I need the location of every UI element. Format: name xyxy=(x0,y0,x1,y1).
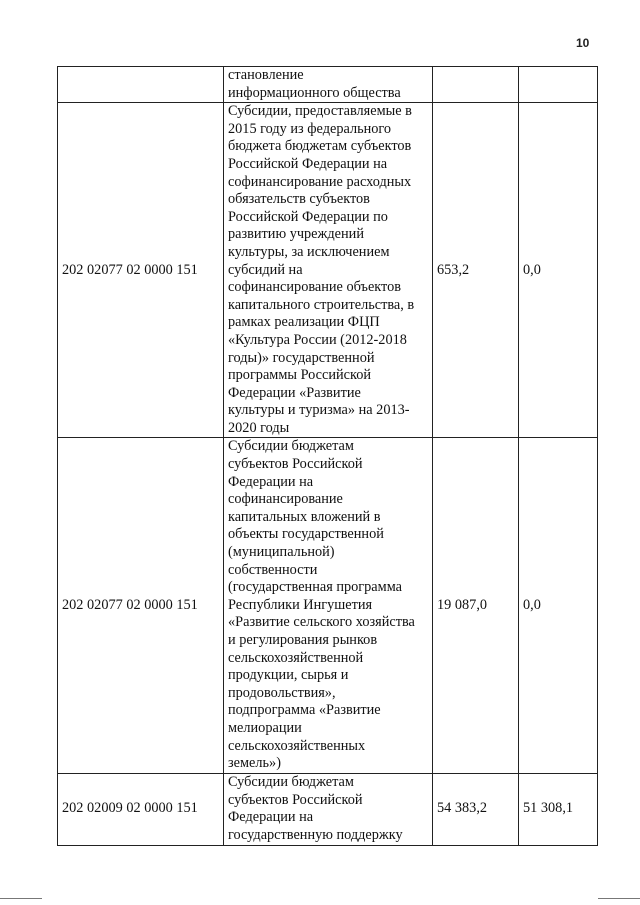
page-number: 10 xyxy=(576,36,590,50)
description-cell xyxy=(224,438,433,773)
value-2016-cell: 51 308,1 xyxy=(519,773,598,845)
description-line: 2020 годы xyxy=(228,419,290,436)
description-line: субсидий на xyxy=(228,261,303,278)
value-2016-cell xyxy=(519,67,598,103)
description-line: становление xyxy=(228,67,304,83)
description-line: подпрограмма «Развитие xyxy=(228,702,381,719)
description-line: мелиорации xyxy=(228,719,302,736)
description-line: объекты государственной xyxy=(228,526,384,543)
description-line: развитию учреждений xyxy=(228,226,364,243)
budget-code-cell: 202 02009 02 0000 151 xyxy=(58,773,224,845)
value-2015-cell: 54 383,2 xyxy=(433,773,519,845)
bottom-rule-left xyxy=(0,898,42,899)
description-line: продукции, сырья и xyxy=(228,667,349,684)
description-line: культуры, за исключением xyxy=(228,243,390,260)
table-body xyxy=(58,67,598,846)
value-2015-cell xyxy=(433,67,519,103)
description-line: капитальных вложений в xyxy=(228,508,381,525)
description-cell xyxy=(224,103,433,438)
description-line: субъектов Российской xyxy=(228,791,363,808)
table-row xyxy=(58,773,598,845)
description-line: субъектов Российской xyxy=(228,456,363,473)
budget-table xyxy=(57,66,598,846)
description-line: «Развитие сельского хозяйства xyxy=(228,614,415,631)
description-line: 2015 году из федерального xyxy=(228,120,392,137)
description-line: софинансирование объектов xyxy=(228,279,402,296)
description-line: культуры и туризма» на 2013- xyxy=(228,402,410,419)
description-line: государственную поддержку xyxy=(228,826,403,843)
description-line: сельскохозяйственной xyxy=(228,649,364,666)
table-row xyxy=(58,103,598,438)
description-line: Субсидии бюджетам xyxy=(228,438,354,455)
description-line: собственности xyxy=(228,561,318,578)
description-line: бюджета бюджетам субъектов xyxy=(228,138,412,155)
description-line: земель») xyxy=(228,755,281,772)
description-cell xyxy=(224,773,433,845)
description-line: софинансирование расходных xyxy=(228,173,412,190)
table-row xyxy=(58,438,598,773)
budget-code-cell xyxy=(58,67,224,103)
description-line: рамках реализации ФЦП xyxy=(228,314,380,331)
value-2015-cell: 19 087,0 xyxy=(433,438,519,773)
table-row xyxy=(58,67,598,103)
description-line: Республики Ингушетия xyxy=(228,596,373,613)
description-line: годы)» государственной xyxy=(228,349,375,366)
description-line: и регулирования рынков xyxy=(228,632,378,648)
description-line: Федерации на xyxy=(228,809,314,826)
description-line: Российской Федерации по xyxy=(228,208,388,225)
description-line: информационного общества xyxy=(228,84,401,101)
description-line: Субсидии бюджетам xyxy=(228,774,354,791)
budget-code-cell: 202 02077 02 0000 151 xyxy=(58,438,224,773)
description-line: «Культура России (2012-2018 xyxy=(228,331,407,348)
value-2015-cell: 653,2 xyxy=(433,103,519,438)
description-line: Российской Федерации на xyxy=(228,155,388,172)
description-line: Федерации «Развитие xyxy=(228,384,361,401)
bottom-rule-right xyxy=(598,898,640,899)
budget-code-cell: 202 02077 02 0000 151 xyxy=(58,103,224,438)
description-line: Субсидии, предоставляемые в xyxy=(228,103,412,120)
description-line: капитального строительства, в xyxy=(228,296,415,313)
description-line: продовольствия», xyxy=(228,684,336,701)
description-line: (муниципальной) xyxy=(228,544,335,561)
description-line: (государственная программа xyxy=(228,579,402,596)
description-line: сельскохозяйственных xyxy=(228,737,366,754)
description-cell xyxy=(224,67,433,103)
description-line: программы Российской xyxy=(228,367,372,384)
value-2016-cell: 0,0 xyxy=(519,438,598,773)
description-line: обязательств субъектов xyxy=(228,191,370,208)
description-line: софинансирование xyxy=(228,491,343,508)
value-2016-cell: 0,0 xyxy=(519,103,598,438)
description-line: Федерации на xyxy=(228,473,314,490)
